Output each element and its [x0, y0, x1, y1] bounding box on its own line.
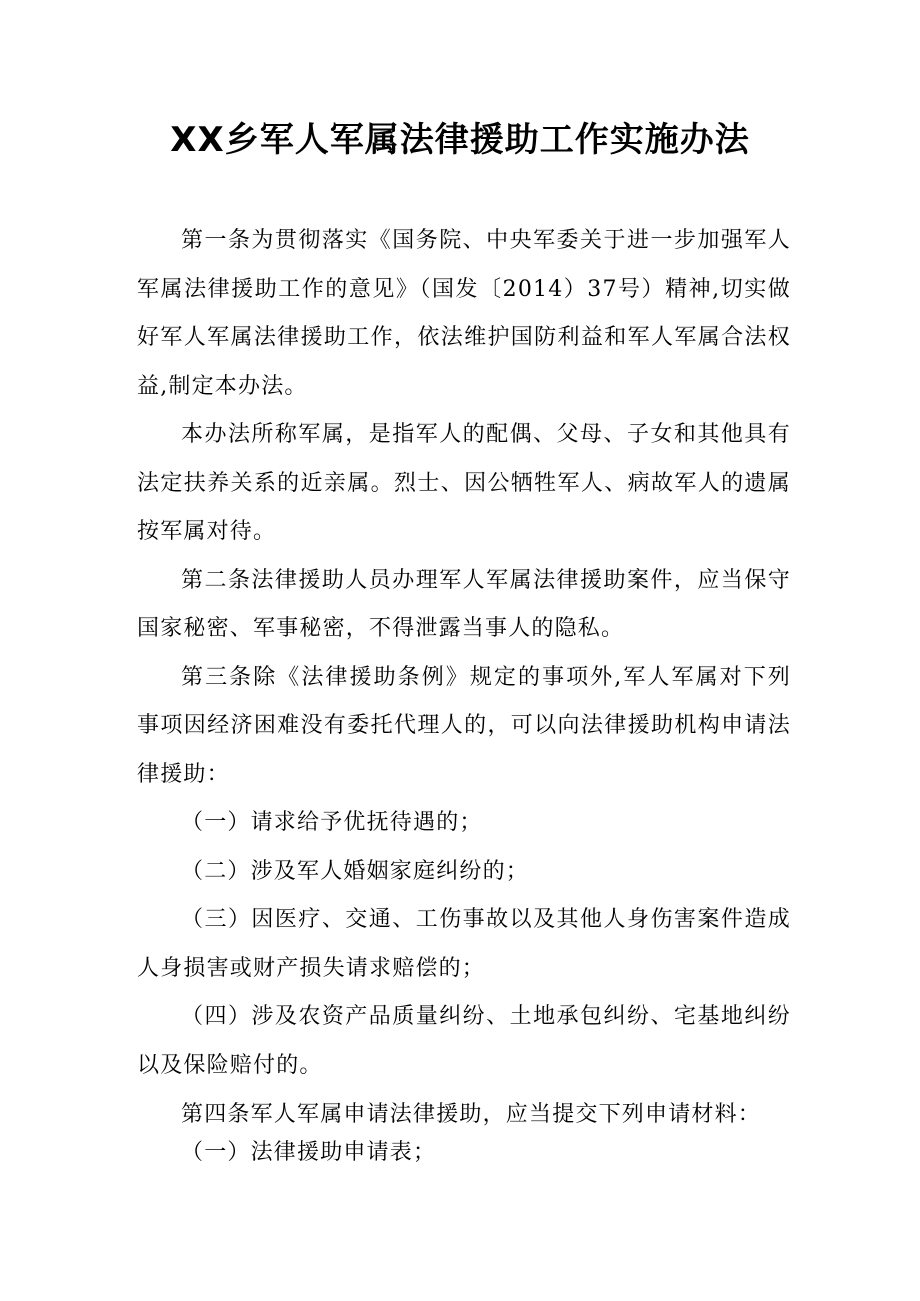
list-item-4: （四）涉及农资产品质量纠纷、土地承包纠纷、宅基地纠纷以及保险赔付的。	[137, 1004, 791, 1078]
paragraph-article-3: 第三条除《法律援助条例》规定的事项外,军人军属对下列事项因经济困难没有委托代理人的，可以向法律援助机构申请法律援助：	[137, 664, 791, 787]
document-title: XX乡军人军属法律援助工作实施办法	[170, 120, 750, 160]
list-item-2: （二）涉及军人婚姻家庭纠纷的；	[181, 858, 530, 884]
list-item-1: （一）请求给予优抚待遇的；	[181, 810, 483, 835]
document-body	[137, 217, 791, 1172]
list-item-3: （三）因医疗、交通、工伤事故以及其他人身伤害案件造成人身损害或财产损失请求赔偿的；	[137, 907, 791, 981]
list-item-materials-1: （一）法律援助申请表；	[181, 1140, 437, 1165]
paragraph-article-2: 第二条法律援助人员办理军人军属法律援助案件，应当保守国家秘密、军事秘密，不得泄露当事人的隐私。	[137, 567, 791, 641]
paragraph-definition: 本办法所称军属，是指军人的配偶、父母、子女和其他具有法定扶养关系的近亲属。烈士、因公牺牲军人、病故军人的遗属按军属对待。	[137, 422, 791, 544]
paragraph-article-1: 第一条为贯彻落实《国务院、中央军委关于进一步加强军人军属法律援助工作的意见》（国发〔2014）37号）精神,切实做好军人军属法律援助工作，依法维护国防利益和军人军属合法权益,制定本办法。	[137, 228, 791, 399]
paragraph-article-4: 第四条军人军属申请法律援助，应当提交下列申请材料：	[181, 1102, 762, 1127]
